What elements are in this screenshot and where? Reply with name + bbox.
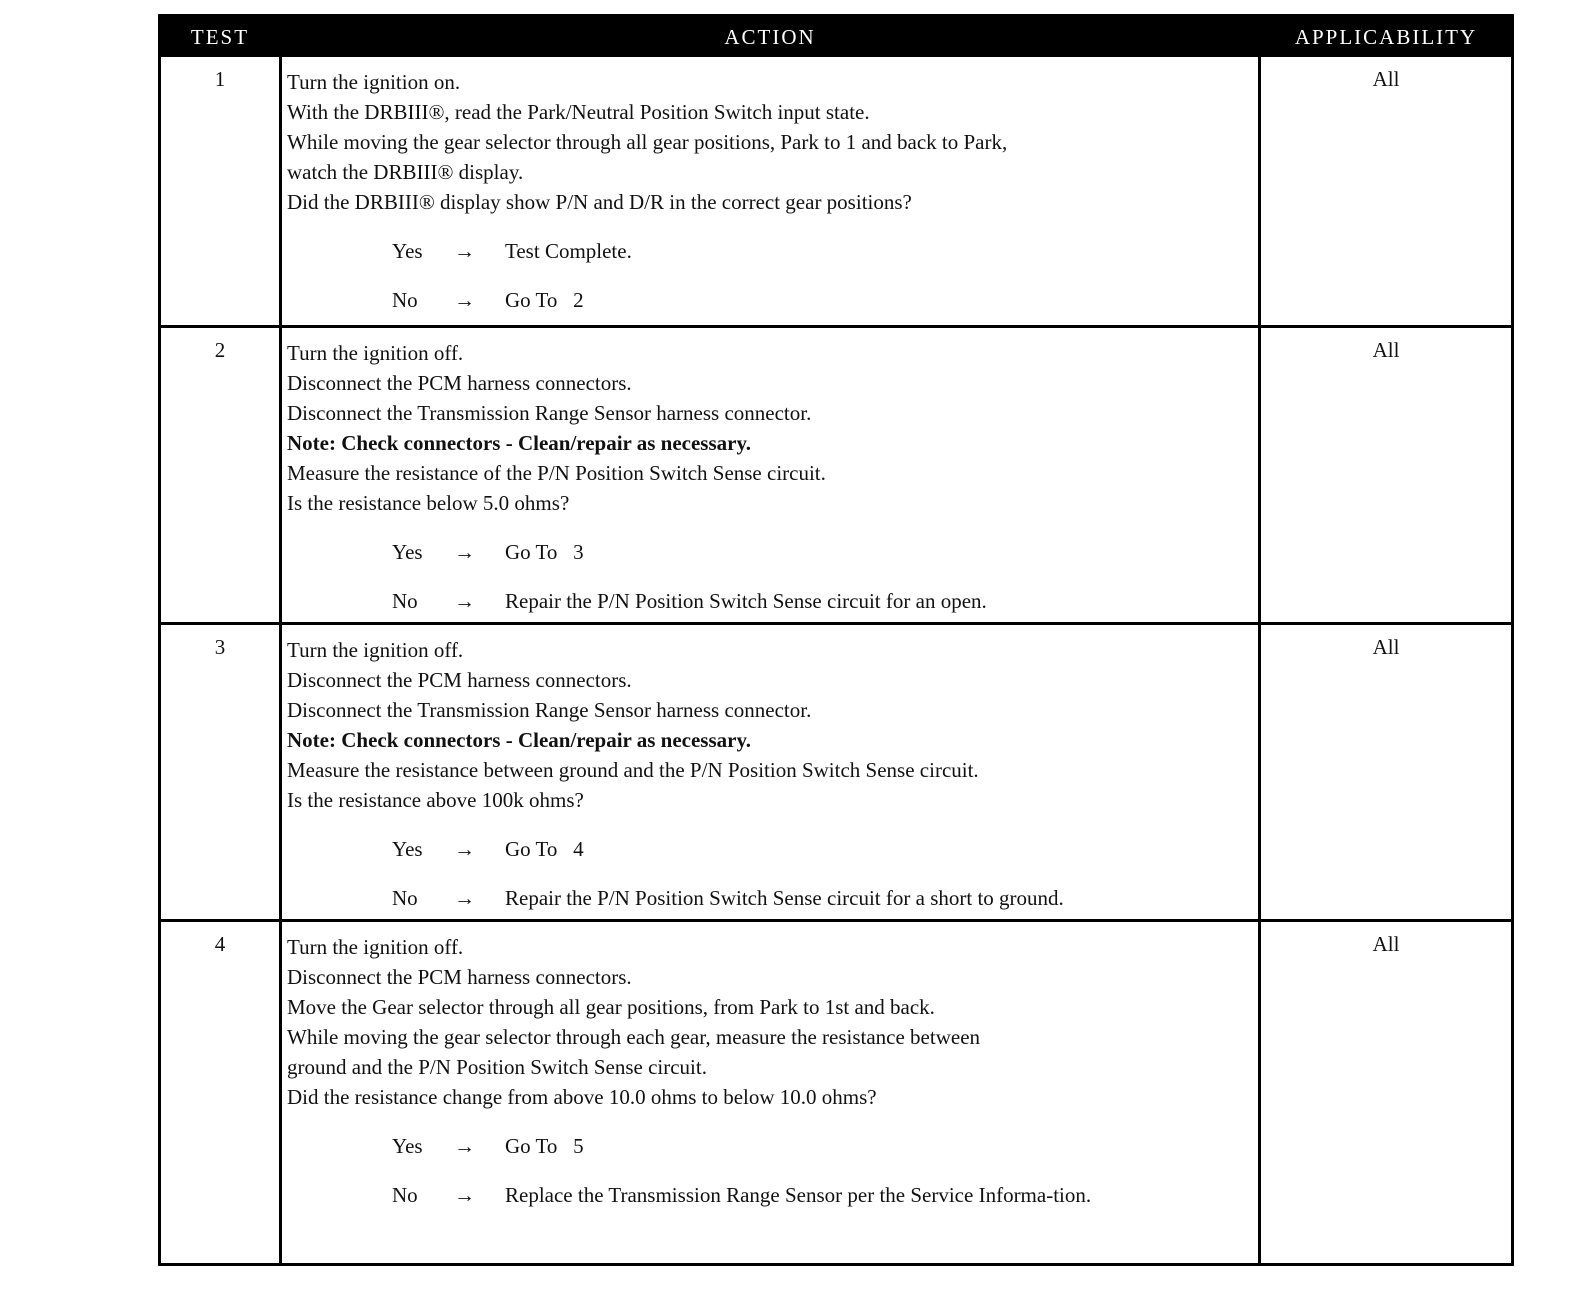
action-step: While moving the gear selector through each gear, measure the resistance between	[287, 1025, 981, 1049]
test-number: 1	[214, 67, 226, 91]
right-arrow-icon: →	[454, 540, 475, 564]
applicability-value: All	[1372, 932, 1400, 956]
action-cell	[287, 338, 1257, 616]
table-row	[161, 57, 1511, 325]
action-step: Note: Check connectors - Clean/repair as necessary.	[287, 728, 752, 752]
header-test: TEST	[190, 25, 250, 49]
applicability-value: All	[1372, 635, 1400, 659]
column-divider	[1258, 17, 1261, 1263]
test-number: 2	[214, 338, 226, 362]
no-result-text: Go To 2	[505, 288, 584, 312]
action-step: Turn the ignition off.	[287, 935, 464, 959]
test-number: 4	[214, 932, 226, 956]
action-step: Is the resistance below 5.0 ohms?	[287, 491, 570, 515]
no-result-text: Replace the Transmission Range Sensor per the Service Informa-tion.	[505, 1183, 1092, 1207]
yes-result-text: Go To 3	[505, 540, 584, 564]
action-step: Turn the ignition off.	[287, 638, 464, 662]
action-step: Measure the resistance between ground and the P/N Position Switch Sense circuit.	[287, 758, 979, 782]
header-action: ACTION	[724, 25, 816, 49]
test-number: 3	[214, 635, 226, 659]
no-result	[287, 883, 1257, 913]
action-cell	[287, 67, 1257, 315]
table-row	[161, 919, 1511, 1263]
yes-result-text: Go To 5	[505, 1134, 584, 1158]
yes-result-text: Go To 4	[505, 837, 584, 861]
yes-result	[287, 236, 1257, 266]
applicability-value: All	[1372, 67, 1400, 91]
table-row	[161, 622, 1511, 919]
header-applicability: APPLICABILITY	[1294, 25, 1478, 49]
yes-result	[287, 834, 1257, 864]
right-arrow-icon: →	[454, 288, 475, 312]
table-row	[161, 325, 1511, 622]
action-step: Turn the ignition on.	[287, 70, 461, 94]
action-step: Disconnect the PCM harness connectors.	[287, 965, 632, 989]
no-result-label: No	[392, 1183, 418, 1207]
action-cell	[287, 635, 1257, 913]
action-step: ground and the P/N Position Switch Sense circuit.	[287, 1055, 707, 1079]
no-result	[287, 586, 1257, 616]
action-step: watch the DRBIII® display.	[287, 160, 524, 184]
right-arrow-icon: →	[454, 886, 475, 910]
yes-result	[287, 537, 1257, 567]
action-step: Turn the ignition off.	[287, 341, 464, 365]
action-cell	[287, 932, 1257, 1210]
action-step: Disconnect the Transmission Range Sensor harness connector.	[287, 698, 812, 722]
action-step: Did the resistance change from above 10.0 ohms to below 10.0 ohms?	[287, 1085, 877, 1109]
table-header	[161, 17, 1511, 57]
column-divider	[279, 17, 282, 1263]
no-result-text: Repair the P/N Position Switch Sense circuit for an open.	[505, 589, 987, 613]
action-step: With the DRBIII®, read the Park/Neutral Position Switch input state.	[287, 100, 870, 124]
right-arrow-icon: →	[454, 1183, 475, 1207]
action-step: Is the resistance above 100k ohms?	[287, 788, 584, 812]
action-step: Note: Check connectors - Clean/repair as necessary.	[287, 431, 752, 455]
action-step: Move the Gear selector through all gear positions, from Park to 1st and back.	[287, 995, 935, 1019]
right-arrow-icon: →	[454, 837, 475, 861]
action-step: Did the DRBIII® display show P/N and D/R in the correct gear positions?	[287, 190, 912, 214]
right-arrow-icon: →	[454, 239, 475, 263]
no-result	[287, 1180, 1257, 1210]
diagnostic-table	[158, 14, 1514, 1266]
action-step: Disconnect the Transmission Range Sensor harness connector.	[287, 401, 812, 425]
no-result-label: No	[392, 589, 418, 613]
action-step: Disconnect the PCM harness connectors.	[287, 371, 632, 395]
action-step: Measure the resistance of the P/N Position Switch Sense circuit.	[287, 461, 826, 485]
yes-result	[287, 1131, 1257, 1161]
yes-result-label: Yes	[392, 1134, 423, 1158]
yes-result-label: Yes	[392, 837, 423, 861]
no-result-text: Repair the P/N Position Switch Sense circuit for a short to ground.	[505, 886, 1064, 910]
action-step: Disconnect the PCM harness connectors.	[287, 668, 632, 692]
no-result	[287, 285, 1257, 315]
no-result-label: No	[392, 288, 418, 312]
action-step: While moving the gear selector through all gear positions, Park to 1 and back to Park,	[287, 130, 1008, 154]
yes-result-label: Yes	[392, 239, 423, 263]
right-arrow-icon: →	[454, 589, 475, 613]
applicability-value: All	[1372, 338, 1400, 362]
right-arrow-icon: →	[454, 1134, 475, 1158]
yes-result-text: Test Complete.	[505, 239, 632, 263]
no-result-label: No	[392, 886, 418, 910]
yes-result-label: Yes	[392, 540, 423, 564]
